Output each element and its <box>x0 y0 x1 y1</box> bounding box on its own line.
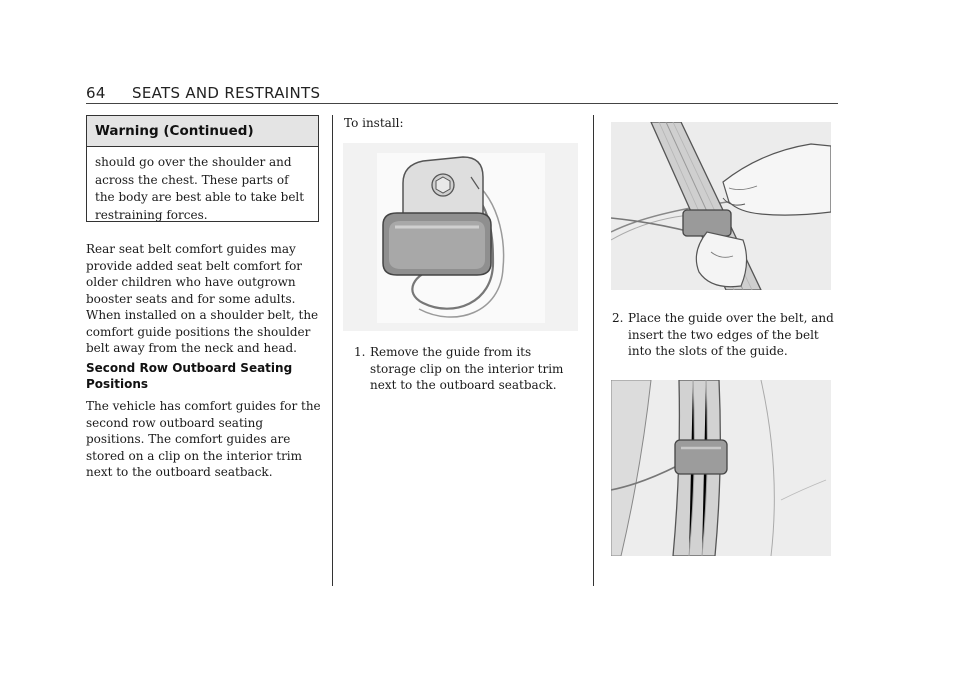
body-paragraph: The vehicle has comfort guides for the second row outboard seating positions. The comfort guides are stored on a clip on the interior trim next to the outboard seatback. <box>86 399 321 479</box>
page-number: 64 <box>86 84 106 102</box>
step-1 <box>354 344 576 394</box>
guide-over-belt-illustration <box>611 122 831 290</box>
step-2 <box>612 310 838 360</box>
guide-on-storage-clip-illustration <box>343 143 578 331</box>
warning-body: should go over the shoulder and across the chest. These parts of the body are best able to take belt restraining forces. <box>95 155 305 222</box>
warning-title: Warning (Continued) <box>87 116 318 147</box>
guide-installed-illustration <box>611 380 831 556</box>
step-2-text: Place the guide over the belt, and insert the two edges of the belt into the slots of the guide. <box>628 311 834 358</box>
install-lead: To install: <box>344 116 404 130</box>
column-divider-1 <box>332 115 333 586</box>
page-header <box>86 84 838 102</box>
column-divider-2 <box>593 115 594 586</box>
warning-box <box>86 115 319 222</box>
section-title: SEATS AND RESTRAINTS <box>132 84 321 102</box>
subheading: Second Row Outboard Seating Positions <box>86 361 293 391</box>
step-1-text: Remove the guide from its storage clip on the interior trim next to the outboard seatback. <box>370 345 564 392</box>
header-rule <box>86 103 838 104</box>
intro-paragraph: Rear seat belt comfort guides may provide added seat belt comfort for older children who have outgrown booster seats and for some adults. When installed on a shoulder belt, the comfort guide positions the shoulder belt away from the neck and head. <box>86 242 319 355</box>
step-2-number: 2. <box>612 311 624 325</box>
step-1-number: 1. <box>354 345 366 359</box>
